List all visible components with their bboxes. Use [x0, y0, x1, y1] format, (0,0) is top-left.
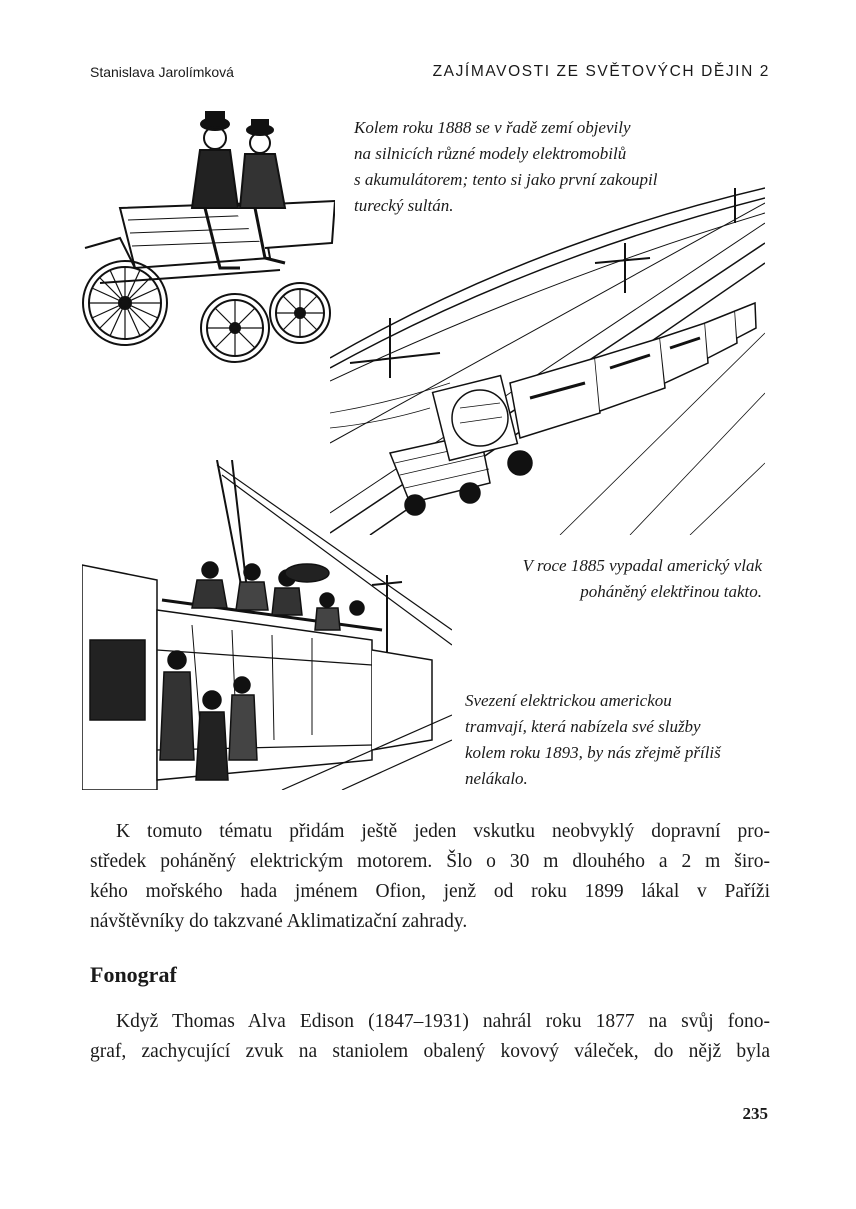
page-number: 235 — [742, 1104, 768, 1123]
caption-electric-car: Kolem roku 1888 se v řadě zemí objevily na silnicích různé modely elektromobilů s akumulátorem; tento si jako první zakoupil turecký sultán. — [354, 118, 658, 215]
caption-electric-tram: Svezení elektrickou americkou tramvají, která nabízela své služby kolem roku 1893, by nás zřejmě příliš nelákalo. — [465, 691, 721, 788]
running-header-author: Stanislava Jarolímková — [90, 64, 234, 80]
carriage-rear-wheel-left — [201, 294, 269, 362]
carriage-body — [85, 201, 335, 283]
caption-electric-train: V roce 1885 vypadal americký vlak poháněný elektřinou takto. — [522, 556, 762, 601]
electric-carriage-illustration — [80, 108, 335, 373]
paragraph-edison: Když Thomas Alva Edison (1847–1931) nahrál roku 1877 na svůj fono- graf, zachycující zvuk na staniolem obalený kovový váleček, do nějž byla — [90, 1011, 770, 1062]
carriage-front-wheel — [83, 261, 167, 345]
paragraph-ofion: K tomuto tématu přidám ještě jeden vskutku neobvyklý dopravní pro- středek poháněný elektrickým motorem. Šlo o 30 m dlouhého a 2 m širo- kého mořského hada jménem Ofion, jenž od roku 1899 lákal v Paříži návštěvníky do takzvané Aklimatizační zahrady. — [90, 821, 770, 932]
running-header-title: ZAJÍMAVOSTI ZE SVĚTOVÝCH DĚJIN 2 — [432, 63, 770, 80]
section-heading-fonograf: Fonograf — [90, 962, 177, 987]
electric-tram-illustration — [82, 460, 452, 790]
carriage-rear-wheel-right — [270, 283, 330, 343]
